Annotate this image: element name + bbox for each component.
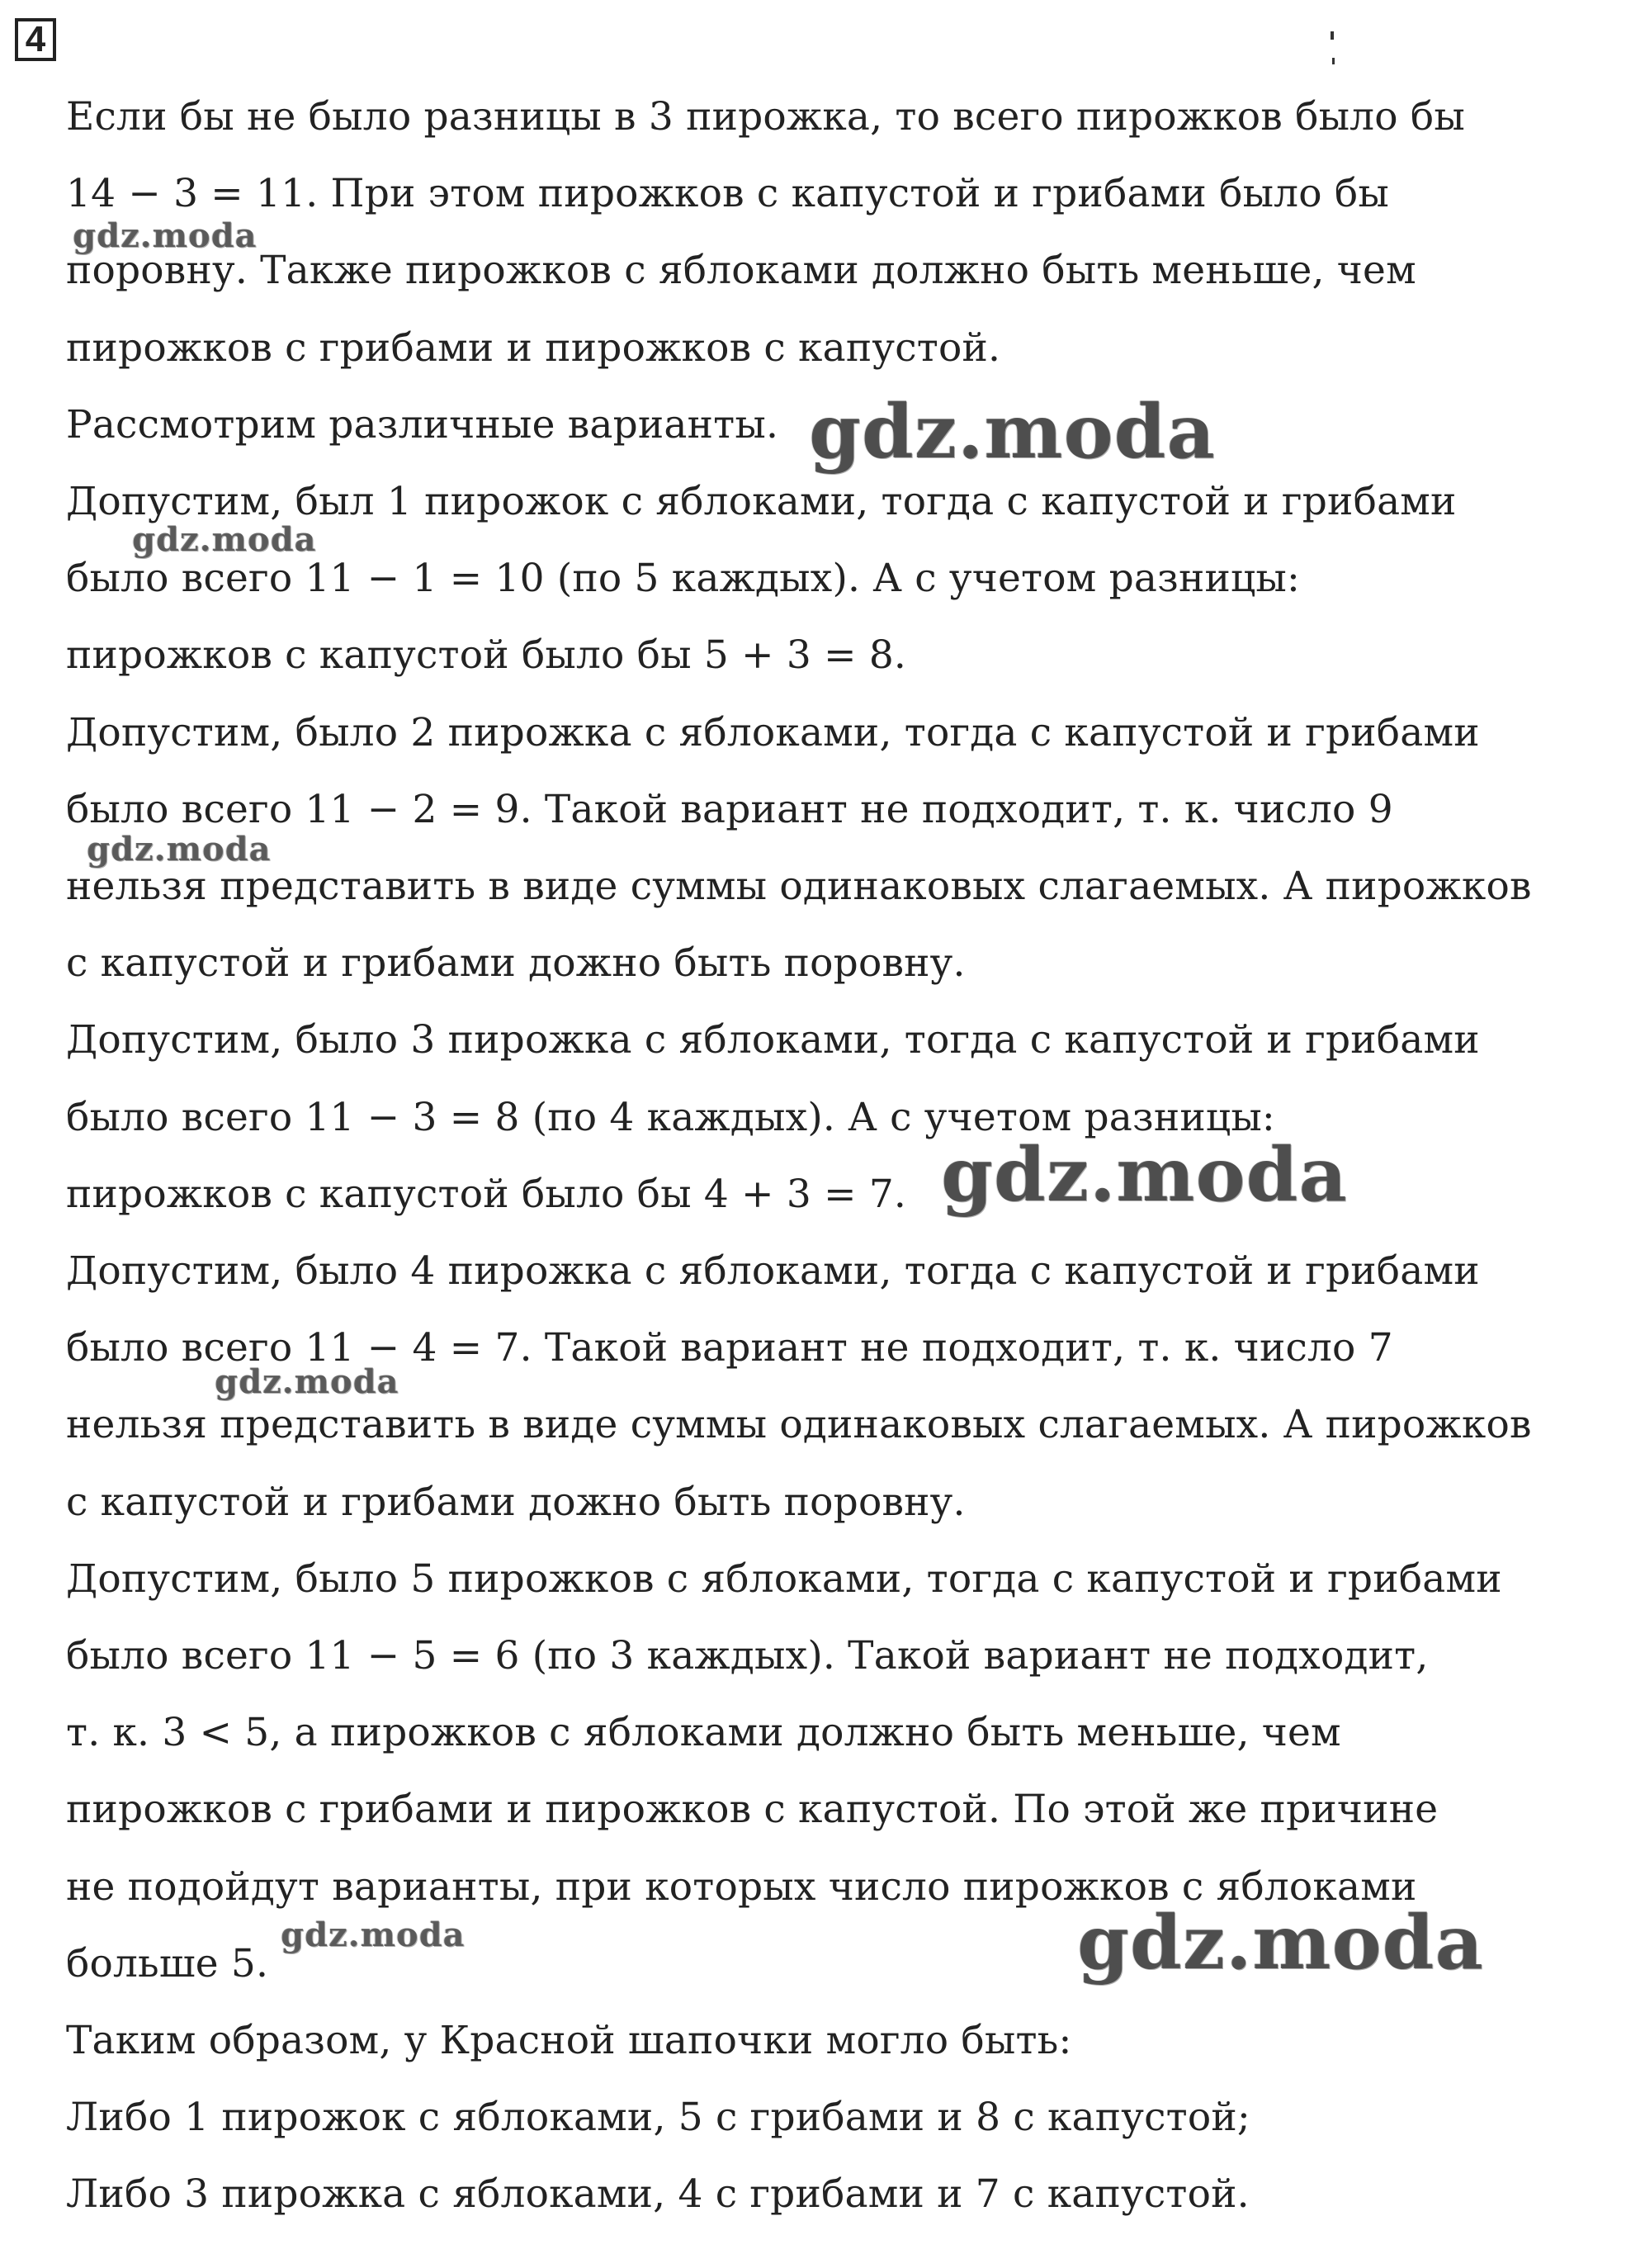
watermark-small: gdz.moda [73, 216, 258, 255]
text-line: пирожков с капустой было бы 4 + 3 = 7. [66, 1172, 907, 1217]
text-line: т. к. 3 < 5, а пирожков с яблоками должно быть меньше, чем [66, 1710, 1341, 1755]
text-line: не подойдут варианты, при которых число пирожков с яблоками [66, 1864, 1417, 1910]
text-line: Либо 3 пирожка с яблоками, 4 с грибами и 7 с капустой. [66, 2171, 1250, 2217]
watermark-large: gdz.moda [941, 1131, 1348, 1219]
text-line: пирожков с грибами и пирожков с капустой. По этой же причине [66, 1787, 1439, 1832]
watermark-small: gdz.moda [132, 520, 317, 559]
text-line: было всего 11 − 3 = 8 (по 4 каждых). А с учетом разницы: [66, 1095, 1275, 1140]
text-line: было всего 11 − 2 = 9. Такой вариант не подходит, т. к. число 9 [66, 787, 1393, 832]
watermark-small: gdz.moda [281, 1915, 466, 1954]
text-line: с капустой и грибами дожно быть поровну. [66, 940, 966, 986]
watermark-small: gdz.moda [87, 830, 272, 869]
text-line: Рассмотрим различные варианты. [66, 402, 779, 447]
watermark-large: gdz.moda [809, 388, 1216, 476]
text-line: Если бы не было разницы в 3 пирожка, то всего пирожков было бы [66, 94, 1465, 140]
text-line: 14 − 3 = 11. При этом пирожков с капустой и грибами было бы [66, 171, 1389, 216]
scan-speck [1332, 58, 1335, 64]
text-line: было всего 11 − 5 = 6 (по 3 каждых). Такой вариант не подходит, [66, 1633, 1429, 1679]
text-line: было всего 11 − 4 = 7. Такой вариант не подходит, т. к. число 7 [66, 1325, 1393, 1371]
scan-speck [1331, 31, 1334, 40]
text-line: было всего 11 − 1 = 10 (по 5 каждых). А с учетом разницы: [66, 556, 1301, 601]
watermark-small: gdz.moda [215, 1362, 399, 1401]
text-line: Допустим, было 5 пирожков с яблоками, тогда с капустой и грибами [66, 1556, 1502, 1602]
text-line: с капустой и грибами дожно быть поровну. [66, 1480, 966, 1525]
text-line: нельзя представить в виде суммы одинаковых слагаемых. А пирожков [66, 864, 1532, 909]
text-line: Таким образом, у Красной шапочки могло быть: [66, 2018, 1072, 2063]
text-line: пирожков с грибами и пирожков с капустой. [66, 325, 1001, 371]
text-line: Допустим, было 4 пирожка с яблоками, тогда с капустой и грибами [66, 1248, 1480, 1294]
text-line: Допустим, был 1 пирожок с яблоками, тогда с капустой и грибами [66, 479, 1457, 524]
text-line: Допустим, было 2 пирожка с яблоками, тогда с капустой и грибами [66, 710, 1480, 755]
text-line: пирожков с капустой было бы 5 + 3 = 8. [66, 632, 907, 678]
text-line: больше 5. [66, 1941, 269, 1986]
watermark-large: gdz.moda [1077, 1899, 1484, 1986]
text-line: Допустим, было 3 пирожка с яблоками, тогда с капустой и грибами [66, 1017, 1480, 1063]
text-line: поровну. Также пирожков с яблоками должно быть меньше, чем [66, 248, 1416, 293]
text-line: нельзя представить в виде суммы одинаковых слагаемых. А пирожков [66, 1402, 1532, 1447]
task-number-box: 4 [15, 18, 56, 61]
text-line: Либо 1 пирожок с яблоками, 5 с грибами и 8 с капустой; [66, 2095, 1250, 2140]
